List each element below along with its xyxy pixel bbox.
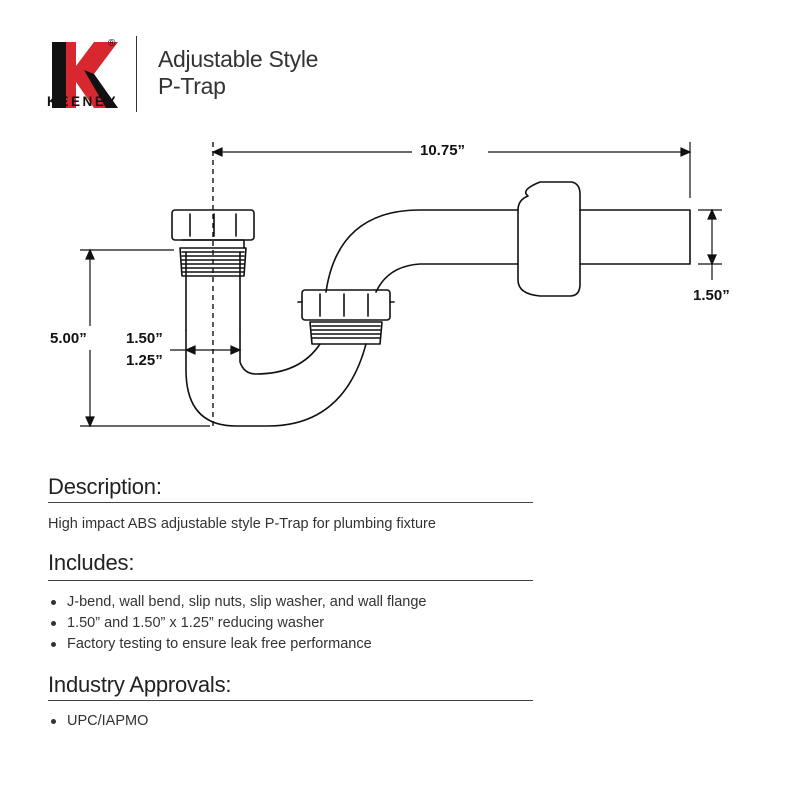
approvals-heading: Industry Approvals: [48,672,232,697]
header-divider [136,36,137,112]
p-trap-drawing [0,130,800,450]
wall-flange [518,182,580,296]
list-item: UPC/IAPMO [48,711,148,732]
dim-height-label: 5.00” [50,330,87,347]
dim-outlet-label: 1.50” [693,287,730,304]
description-heading: Description: [48,474,162,499]
product-title-line1: Adjustable Style [158,46,319,72]
dim-inlet-large-label: 1.50” [126,330,163,347]
right-slip-nut [302,290,390,320]
brand-name: KEENEY [47,94,119,109]
outlet-pipe [580,210,690,264]
wall-bend-outer [326,210,518,292]
dim-width-label: 10.75” [420,142,466,159]
approvals-list [48,711,148,732]
description-rule [48,502,533,503]
includes-list [48,592,426,655]
approvals-rule [48,700,533,701]
wall-bend-inner [376,264,518,292]
includes-heading: Includes: [48,550,135,575]
p-trap-diagram [0,130,800,450]
j-bend-inner [240,330,320,374]
includes-rule [48,580,533,581]
list-item: 1.50” and 1.50” x 1.25” reducing washer [48,613,426,634]
description-text: High impact ABS adjustable style P-Trap for plumbing fixture [48,516,436,532]
list-item: J-bend, wall bend, slip nuts, slip washer, and wall flange [48,592,426,613]
dim-inlet-small-label: 1.25” [126,352,163,369]
list-item: Factory testing to ensure leak free performance [48,634,426,655]
registered-mark: ® [108,38,116,49]
product-title [158,46,318,100]
product-title-line2: P-Trap [158,73,226,99]
